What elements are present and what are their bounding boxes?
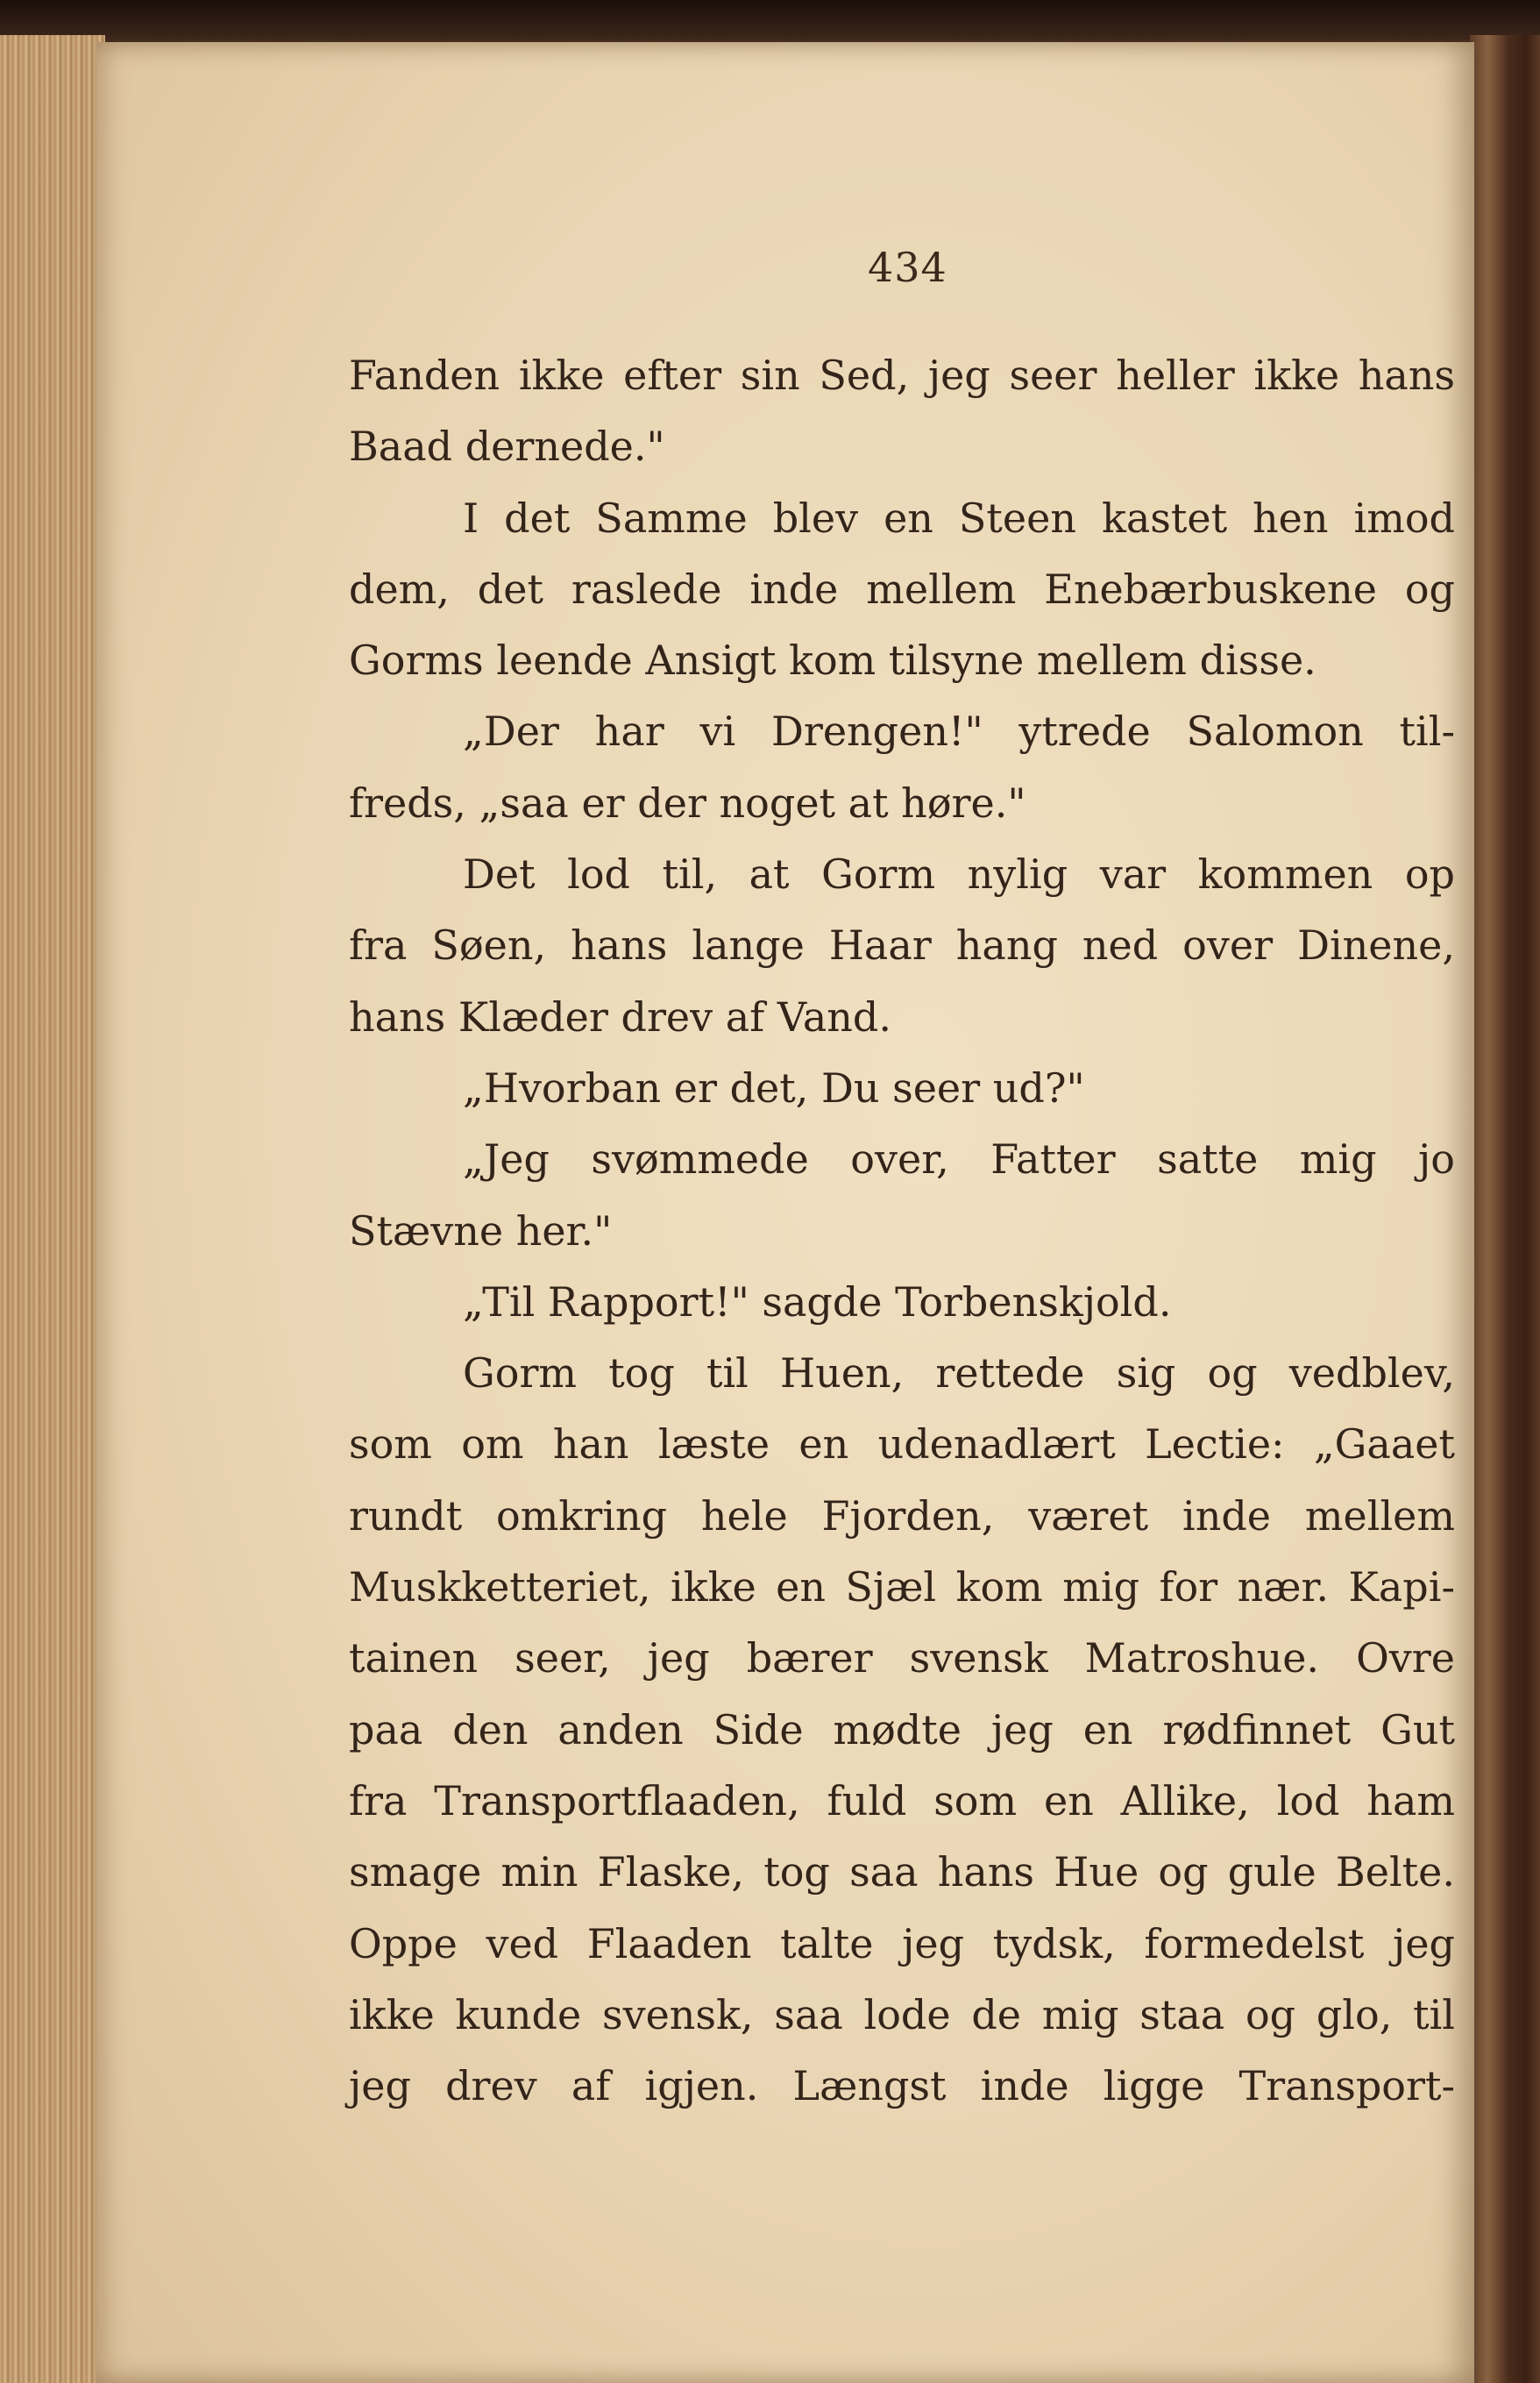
text-line: hans Klæder drev af Vand.: [349, 992, 891, 1041]
text-line: Gorm tog til Huen, rettede sig og vedblev,: [463, 1349, 1455, 1398]
text-line: I det Samme blev en Steen kastet hen imod: [463, 494, 1455, 542]
text-line: jeg drev af igjen. Længst inde ligge Transport-: [349, 2062, 1455, 2110]
text-line: Baad dernede.": [349, 423, 665, 471]
text-line: fra Søen, hans lange Haar hang ned over Dinene,: [349, 921, 1455, 970]
book-spine-right-edge: [1470, 35, 1540, 2383]
text-line: freds, „saa er der noget at høre.": [349, 779, 1026, 827]
text-line: „Jeg svømmede over, Fatter satte mig jo: [463, 1135, 1455, 1184]
text-line: smage min Flaske, tog saa hans Hue og gule Belte.: [349, 1848, 1455, 1896]
text-line: paa den anden Side mødte jeg en rødfinnet Gut: [349, 1705, 1455, 1753]
page-number: 434: [868, 244, 947, 291]
text-line: Fanden ikke efter sin Sed, jeg seer heller ikke hans: [349, 352, 1455, 399]
text-line: Gorms leende Ansigt kom tilsyne mellem disse.: [349, 637, 1316, 685]
text-line: „Til Rapport!" sagde Torbenskjold.: [463, 1277, 1172, 1326]
text-line: som om han læste en udenadlært Lectie: „Gaaet: [349, 1420, 1455, 1469]
text-line: dem, det raslede inde mellem Enebærbuskene og: [349, 565, 1455, 613]
text-line: Muskketteriet, ikke en Sjæl kom mig for nær. Kapi-: [349, 1563, 1455, 1611]
text-line: tainen seer, jeg bærer svensk Matroshue. Ovre: [349, 1634, 1455, 1682]
page-stack-left-edge: [0, 35, 105, 2383]
text-line: „Hvorban er det, Du seer ud?": [463, 1063, 1085, 1112]
text-line: rundt omkring hele Fjorden, været inde mellem: [349, 1491, 1455, 1540]
text-line: „Der har vi Drengen!" ytrede Salomon til-: [463, 708, 1455, 756]
text-line: Det lod til, at Gorm nylig var kommen op: [463, 850, 1455, 899]
page-text: [349, 340, 1455, 2122]
text-line: Oppe ved Flaaden talte jeg tydsk, formedelst jeg: [349, 1919, 1455, 1967]
text-line: ikke kunde svensk, saa lode de mig staa og glo, til: [349, 1990, 1455, 2038]
text-line: Stævne her.": [349, 1206, 613, 1255]
text-line: fra Transportflaaden, fuld som en Allike, lod ham: [349, 1776, 1455, 1825]
